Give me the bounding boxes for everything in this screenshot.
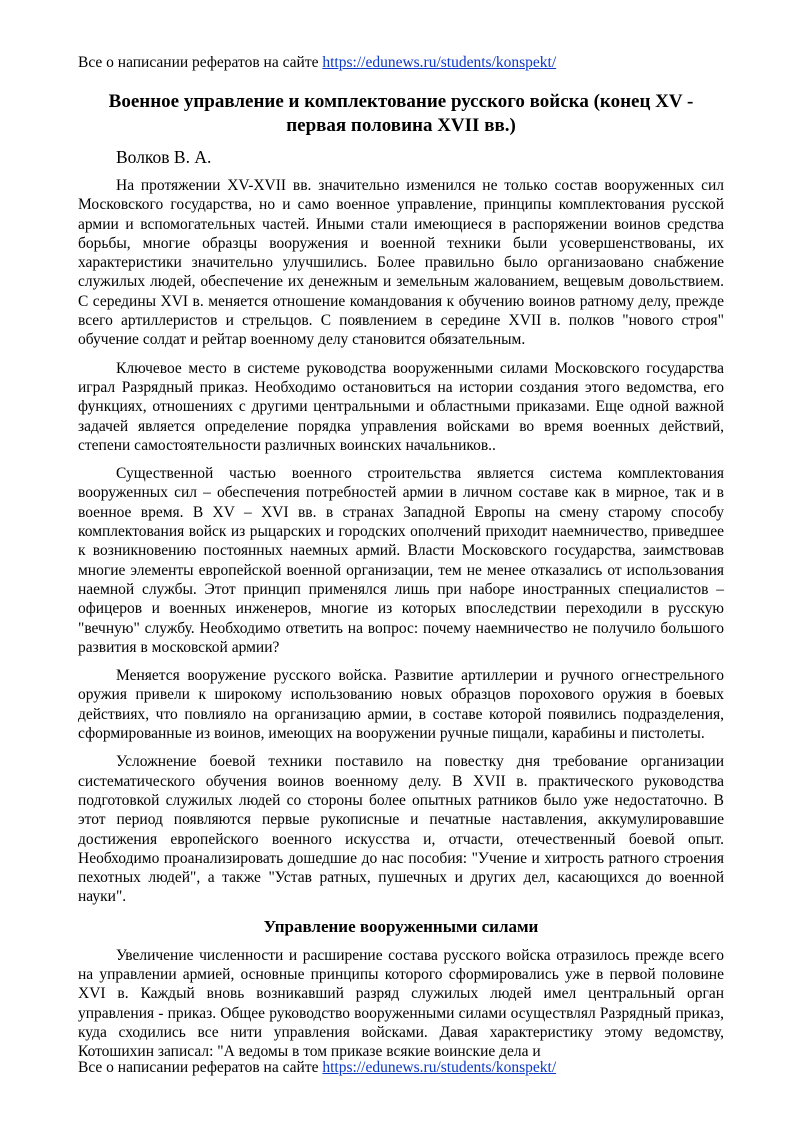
paragraph: Существенной частью военного строительства является система комплектования вооруженных сил – обеспечения потребностей армии в личном составе как в мирное, так и в военное время. В XV – XVI вв. в странах Западной Европы на смену старому способу комплектования войск из рыцарских и городских ополчений приходит наемничество, приведшее к возникновению постоянных наемных армий. Власти Московского государства, заимствовав многие элементы европейской военной организации, тем не менее отказались от использования наемной службы. Этот принцип применялся лишь при наборе иностранных специалистов – офицеров и военных инженеров, многие из которых впоследствии переходили в русскую "вечную" службу. Необходимо ответить на вопрос: почему наемничество не получило большого развития в московской армии?: [78, 465, 724, 656]
article-body: [78, 176, 724, 1070]
page-footer: [78, 1059, 556, 1077]
header-text: Все о написании рефератов на сайте: [78, 54, 323, 71]
paragraph: На протяжении XV-XVII вв. значительно изменился не только состав вооруженных сил Московского государства, но и само военное управление, принципы комплектования русской армии и вспомогательных частей. Иными стали имеющиеся в распоряжении воинов средства борьбы, многие образцы вооружения и военной техники были усовершенствованы, их характеристики значительно улучшились. Более правильно было организаовано снабжение служилых людей, обеспечение их денежным и земельным жалованием, вещевым довольствием. С середины XVI в. меняется отношение командования к обучению воинов ратному делу, прежде всего артиллеристов и стрельцов. С появлением в середине XVII в. полков "нового строя" обучение солдат и рейтар военному делу становится обязательным.: [78, 177, 724, 349]
paragraph: Усложнение боевой техники поставило на повестку дня требование организации систематического обучения воинов военному делу. В XVII в. практического руководства подготовкой служилых людей со стороны более опытных ратников было уже недостаточно. В этот период появляются первые рукописные и печатные наставления, аккумулировавшие достижения европейского военного искусства и, отчасти, отечественный боевой опыт. Необходимо проанализировать дошедшие до нас пособия: "Учение и хитрость ратного строения пехотных людей", а также "Устав ратных, пушечных и других дел, касающихся до военной науки".: [78, 753, 724, 906]
footer-site-link[interactable]: https://edunews.ru/students/konspekt/: [322, 1059, 557, 1076]
header-site-link[interactable]: https://edunews.ru/students/konspekt/: [322, 54, 557, 71]
footer-text: Все о написании рефератов на сайте: [78, 1059, 323, 1076]
author-name: Волков В. А.: [116, 147, 212, 167]
document-title: Военное управление и комплектование русского войска (конец XV - первая половина XVII вв.): [108, 91, 694, 136]
page-header: [78, 54, 556, 72]
paragraph: Ключевое место в системе руководства вооруженными силами Московского государства играл Разрядный приказ. Необходимо остановиться на истории создания этого ведомства, его функциях, отношениях с другими центральными и областными приказами. Еще одной важной задачей является определение порядка управления войсками во время военных действий, степени самостоятельности различных воинских начальников..: [78, 359, 724, 454]
section-heading: Управление вооруженными силами: [263, 916, 539, 936]
paragraph: Меняется вооружение русского войска. Развитие артиллерии и ручного огнестрельного оружия привели к широкому использованию новых образцов порохового оружия в боевых действиях, что повлияло на организацию армии, в составе которой появились подразделения, сформированные из воинов, имеющих на вооружении ручные пищали, карабины и пистолеты.: [78, 667, 724, 743]
paragraph: Увеличение численности и расширение состава русского войска отразилось прежде всего на управлении армией, основные принципы которого сформировались уже в первой половине XVI в. Каждый вновь возникавший разряд служилых людей имел центральный орган управления - приказ. Общее руководство вооруженными силами осуществлял Разрядный приказ, куда сходились все нити управления войсками. Давая характеристику этому ведомству, Котошихин записал: "А ведомы в том приказе всякие воинские дела и: [78, 946, 724, 1061]
